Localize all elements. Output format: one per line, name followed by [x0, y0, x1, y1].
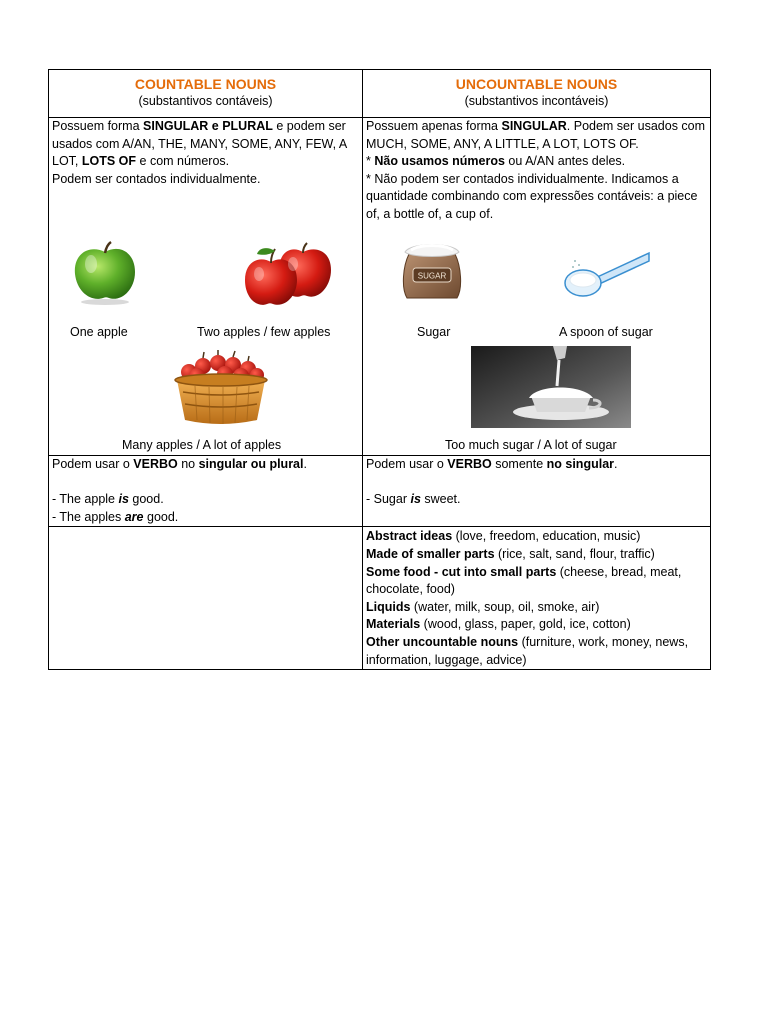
apple-basket-image [173, 350, 269, 426]
category-item: Some food - cut into small parts (cheese, bread, meat, chocolate, food) [366, 564, 682, 597]
countable-verb-cell [49, 456, 363, 527]
uncountable-subtitle: (substantivos incontáveis) [464, 94, 609, 108]
countable-description: Possuem forma SINGULAR e PLURAL e podem ser usados com A/AN, THE, MANY, SOME, ANY, FEW, A LOT, LOTS OF e com números. Podem ser contados individualmente. [52, 119, 347, 186]
uncountable-description-cell [363, 118, 711, 456]
caption-too-much-sugar: Too much sugar / A lot of sugar [445, 438, 617, 452]
sugar-cup-image [471, 346, 631, 428]
singular-plural-bold: SINGULAR e PLURAL [143, 119, 273, 133]
no-numbers-bold: Não usamos números [374, 154, 505, 169]
uncountable-header-cell [363, 70, 711, 118]
countable-example-singular: - The apple is good. [52, 492, 164, 507]
categories-list [363, 527, 710, 669]
countable-header-cell [49, 70, 363, 118]
countable-empty-cell [49, 527, 363, 670]
singular-bold: SINGULAR [501, 119, 567, 133]
lots-of-bold: LOTS OF [81, 154, 137, 169]
uncountable-categories-cell [363, 527, 711, 670]
countable-example-plural: - The apples are good. [52, 509, 179, 524]
category-item: Abstract ideas (love, freedom, education, music) [366, 529, 641, 544]
category-item: Other uncountable nouns (furniture, work, money, news, information, luggage, advice) [366, 634, 689, 667]
caption-spoon-of-sugar: A spoon of sugar [559, 325, 653, 339]
countable-description-cell [49, 118, 363, 456]
countable-verb-rule: Podem usar o VERBO no singular ou plural. [52, 457, 307, 471]
green-apple-image [69, 240, 141, 306]
countable-title: COUNTABLE NOUNS [134, 76, 277, 92]
sugar-spoon-image [563, 243, 651, 303]
countable-note: Podem ser contados individualmente. [52, 171, 261, 186]
uncountable-verb-cell [363, 456, 711, 527]
caption-two-apples: Two apples / few apples [197, 325, 331, 339]
category-item: Materials (wood, glass, paper, gold, ice, cotton) [366, 617, 631, 632]
caption-many-apples: Many apples / A lot of apples [122, 438, 282, 452]
category-item: Made of smaller parts (rice, salt, sand, flour, traffic) [366, 546, 655, 561]
uncountable-example: - Sugar is sweet. [366, 492, 461, 507]
nouns-table [48, 69, 711, 670]
countable-subtitle: (substantivos contáveis) [138, 94, 273, 108]
caption-one-apple: One apple [70, 325, 128, 339]
caption-sugar: Sugar [417, 325, 451, 339]
sugar-bag-image [397, 240, 467, 302]
category-item: Liquids (water, milk, soup, oil, smoke, air) [366, 599, 600, 614]
uncountable-title: UNCOUNTABLE NOUNS [455, 76, 618, 92]
uncountable-verb-rule: Podem usar o VERBO somente no singular. [366, 457, 618, 471]
uncountable-note: * Não podem ser contados individualmente. Indicamos a quantidade combinando com expressões contáveis: a piece of, a bottle of, a cup of. [366, 171, 698, 221]
sugar-bag-label: SUGAR [417, 271, 447, 281]
uncountable-description: Possuem apenas forma SINGULAR. Podem ser usados com MUCH, SOME, ANY, A LITTLE, A LOT, LOTS OF. * Não usamos números ou A/AN antes deles. * Não podem ser contados individualmente. Indicamos a quantidade combinando com expressões contáveis: a piece of, a bottle of, a cup of. [366, 119, 706, 221]
two-red-apples-image [235, 242, 335, 308]
